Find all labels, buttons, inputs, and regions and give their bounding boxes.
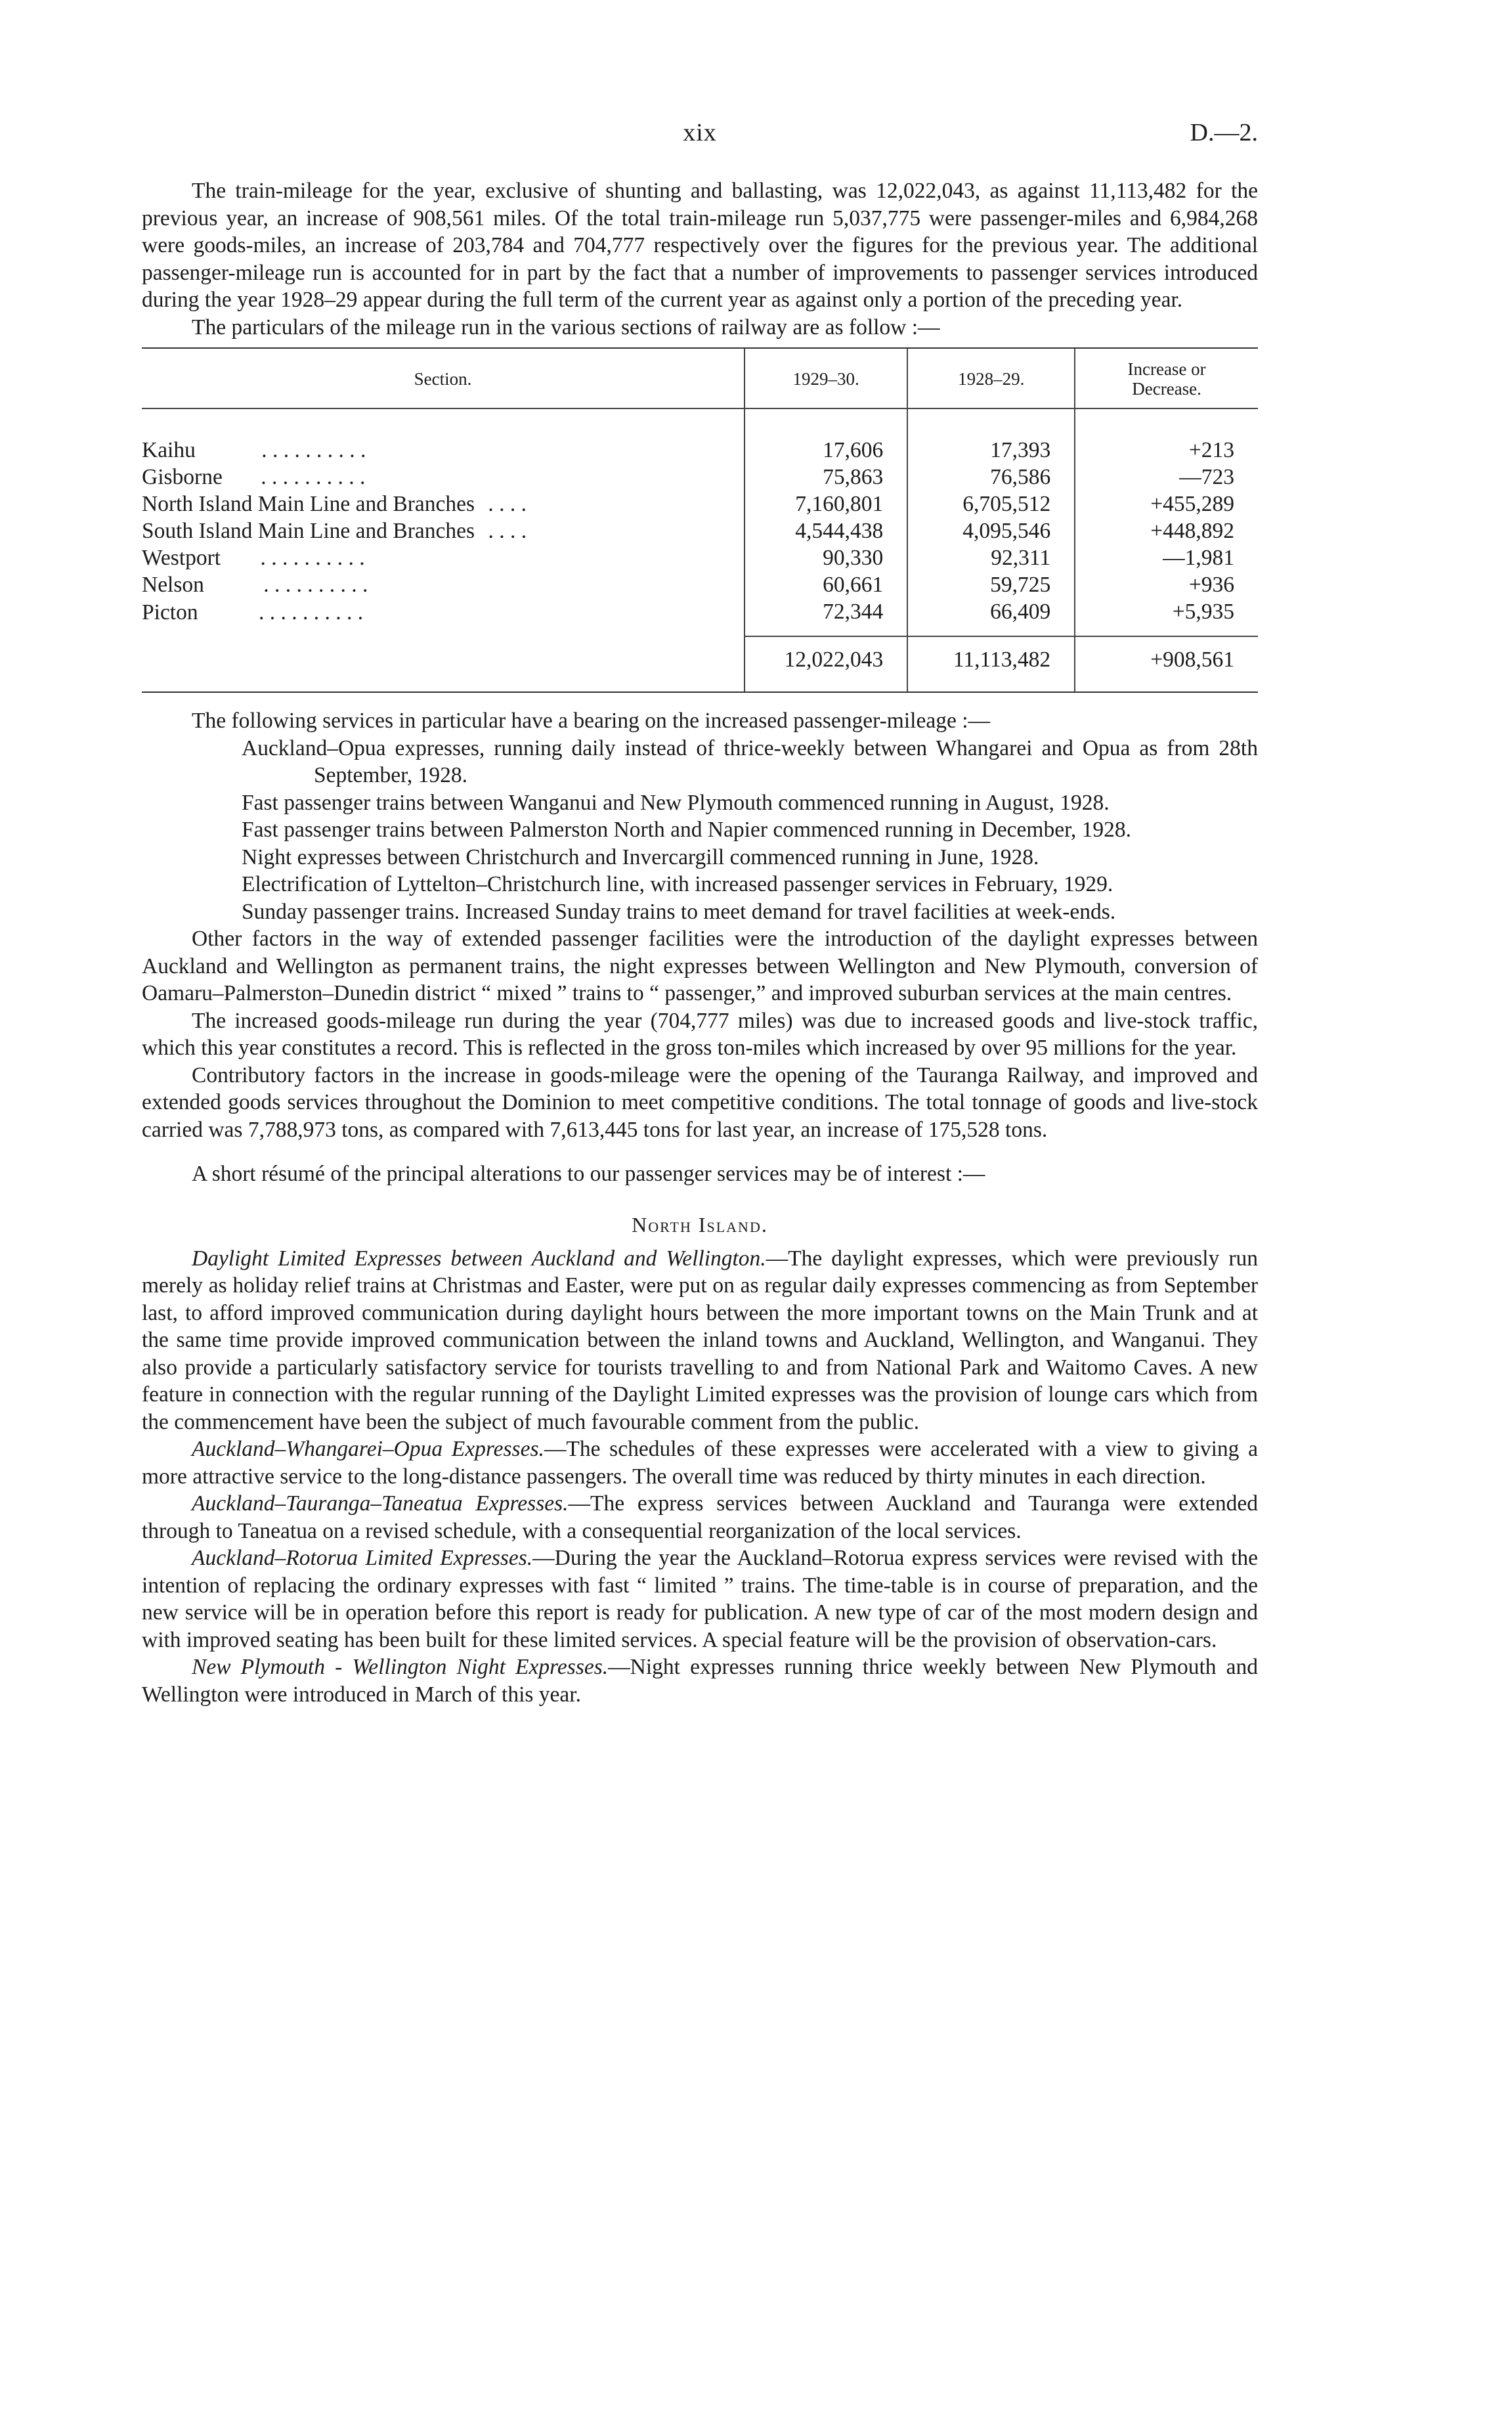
paragraph-new-plymouth-night xyxy=(142,1654,1258,1708)
row-section-name xyxy=(142,598,745,636)
paragraph-contributory-factors: Contributory factors in the increase in goods-mileage were the opening of the Tauranga Railway, and improved and extended goods services throughout the Dominion to meet competitive conditions. The total tonnage of goods and live-stock carried was 7,788,973 tons, as compared with 7,613,445 tons for last year, an increase of 175,528 tons. xyxy=(142,1063,1258,1142)
cell-change: —1,981 xyxy=(1075,544,1258,571)
cell-1929-30: 4,544,438 xyxy=(745,517,907,544)
mileage-table xyxy=(142,349,1258,691)
total-1929-30: 12,022,043 xyxy=(745,636,907,691)
paragraph-tauranga-taneatua xyxy=(142,1490,1258,1545)
paragraph-particulars-intro: The particulars of the mileage run in the various sections of railway are as follow :— xyxy=(192,315,940,340)
item-text: —The schedules of these expresses were accelerated with a view to giving a more attractive service to the long-distance passengers. The overall time was reduced by thirty minutes in each direction. xyxy=(142,1437,1258,1489)
cell-change: +936 xyxy=(1075,571,1258,598)
total-change: +908,561 xyxy=(1075,636,1258,691)
item-title: New Plymouth - Wellington Night Expresses. xyxy=(192,1655,609,1679)
paragraph-train-mileage: The train-mileage for the year, exclusive of shunting and ballasting, was 12,022,043, as against 11,113,482 for the previous year, an increase of 908,561 miles. Of the total train-mileage run 5,037,775 were passenger-miles and 6,984,268 were goods-miles, an increase of 203,784 and 704,777 respectively over the figures for the previous year. The additional passenger-mileage run is accounted for in part by the fact that a number of improvements to passenger services introduced during the year 1928–29 appear during the full term of the current year as against only a portion of the preceding year. xyxy=(142,179,1258,312)
table-row xyxy=(142,571,1258,598)
list-item: Night expresses between Christchurch and Invercargill commenced running in June, 1928. xyxy=(242,844,1039,869)
leader-dots: . . . . . . . . . . xyxy=(263,573,368,597)
row-section-name xyxy=(142,517,745,544)
section-name: Kaihu xyxy=(142,438,196,462)
section-heading-north-island: North Island. xyxy=(632,1212,768,1237)
leader-dots: . . . . . . . . . . xyxy=(260,546,365,570)
paragraph-goods-mileage: The increased goods-mileage run during the year (704,777 miles) was due to increased goods and live-stock traffic, which this year constitutes a record. This is reflected in the gross ton-miles which increased by over 95 millions for the year. xyxy=(142,1008,1258,1060)
table-row xyxy=(142,408,1258,464)
item-text: —During the year the Auckland–Rotorua express services were revised with the intention of replacing the ordinary expresses with fast “ limited ” trains. The time-table is in course of preparation, and the new service will be in operation before this report is ready for publication. A new type of car of the most modern design and with improved seating has been built for these limited services. A special feature will be the provision of observation-cars. xyxy=(142,1546,1258,1652)
section-name: North Island Main Line and Branches xyxy=(142,492,475,516)
table-row xyxy=(142,598,1258,636)
leader-dots: . . . . . . . . . . xyxy=(261,438,366,462)
item-text: —Night expresses running thrice weekly between New Plymouth and Wellington were introduced in March of this year. xyxy=(142,1655,1258,1707)
cell-1928-29: 76,586 xyxy=(907,464,1075,491)
paragraph-daylight-expresses xyxy=(142,1245,1258,1436)
table-row xyxy=(142,544,1258,571)
cell-1928-29: 66,409 xyxy=(907,598,1075,636)
table-total-row xyxy=(142,636,1258,691)
item-title: Auckland–Rotorua Limited Expresses. xyxy=(192,1546,533,1570)
cell-1929-30: 17,606 xyxy=(745,408,907,464)
item-title: Auckland–Whangarei–Opua Expresses. xyxy=(192,1437,544,1461)
leader-dots: . . . . xyxy=(488,492,527,516)
leader-dots: . . . . xyxy=(488,519,527,543)
item-title: Auckland–Tauranga–Taneatua Expresses. xyxy=(192,1491,569,1516)
item-text: —The express services between Auckland and Tauranga were extended through to Taneatua on a revised schedule, with a consequential reorganization of the local services. xyxy=(142,1491,1258,1543)
item-title: Daylight Limited Expresses between Auckland and Wellington. xyxy=(192,1246,766,1271)
document-code: D.—2. xyxy=(1190,119,1258,146)
table-row xyxy=(142,491,1258,517)
cell-change: +5,935 xyxy=(1075,598,1258,636)
section-name: Westport xyxy=(142,546,221,570)
paragraph-services-intro: The following services in particular have a bearing on the increased passenger-mileage :— xyxy=(192,709,991,733)
change-header-line2: Decrease. xyxy=(1132,379,1201,399)
list-item: Sunday passenger trains. Increased Sunday trains to meet demand for travel facilities at week-ends. xyxy=(242,899,1116,924)
section-name: Picton xyxy=(142,600,198,625)
row-section-name xyxy=(142,464,745,491)
page-number: xix xyxy=(683,119,717,146)
services-list xyxy=(242,735,1258,926)
cell-change: +448,892 xyxy=(1075,517,1258,544)
cell-1928-29: 59,725 xyxy=(907,571,1075,598)
row-section-name xyxy=(142,571,745,598)
column-header-1928-29: 1928–29. xyxy=(907,349,1075,408)
paragraph-whangarei-opua xyxy=(142,1436,1258,1490)
table-row xyxy=(142,517,1258,544)
list-item: Fast passenger trains between Wanganui and New Plymouth commenced running in August, 1928. xyxy=(242,790,1110,815)
total-label-cell xyxy=(142,636,745,691)
list-item: Auckland–Opua expresses, running daily instead of thrice-weekly between Whangarei and Opua as from 28th September, 1928. xyxy=(242,735,1258,787)
table-row xyxy=(142,464,1258,491)
section-name: Gisborne xyxy=(142,465,223,489)
row-section-name xyxy=(142,491,745,517)
leader-dots: . . . . . . . . . . xyxy=(261,465,366,489)
list-item: Electrification of Lyttelton–Christchurch line, with increased passenger services in February, 1929. xyxy=(242,872,1113,896)
cell-1929-30: 72,344 xyxy=(745,598,907,636)
item-text: —The daylight expresses, which were previously run merely as holiday relief trains at Christmas and Easter, were put on as regular daily expresses commencing as from September last, to afford improved communication during daylight hours between the more important towns on the Main Trunk and at the same time provide improved communication between the inland towns and Auckland, Wellington, and Wanganui. They also provide a particularly satisfactory service for tourists travelling to and from National Park and Waitomo Caves. A new feature in connection with the regular running of the Daylight Limited expresses was the provision of lounge cars which from the commencement have been the subject of much favourable comment from the public. xyxy=(142,1246,1258,1434)
column-header-1929-30: 1929–30. xyxy=(745,349,907,408)
row-section-name xyxy=(142,408,745,464)
table-header-row xyxy=(142,349,1258,408)
list-item: Fast passenger trains between Palmerston North and Napier commenced running in December, 1928. xyxy=(242,818,1132,842)
cell-1929-30: 75,863 xyxy=(745,464,907,491)
paragraph-resume-intro: A short résumé of the principal alterations to our passenger services may be of interest :— xyxy=(192,1162,985,1186)
cell-1929-30: 7,160,801 xyxy=(745,491,907,517)
column-header-change xyxy=(1075,349,1258,408)
cell-1928-29: 17,393 xyxy=(907,408,1075,464)
leader-dots: . . . . . . . . . . xyxy=(259,600,364,625)
row-section-name xyxy=(142,544,745,571)
cell-change: +455,289 xyxy=(1075,491,1258,517)
cell-change: +213 xyxy=(1075,408,1258,464)
section-name: Nelson xyxy=(142,573,204,597)
paragraph-rotorua-limited xyxy=(142,1545,1258,1654)
cell-change: —723 xyxy=(1075,464,1258,491)
cell-1928-29: 4,095,546 xyxy=(907,517,1075,544)
cell-1928-29: 6,705,512 xyxy=(907,491,1075,517)
document-page xyxy=(142,118,1258,1708)
paragraph-other-factors: Other factors in the way of extended passenger facilities were the introduction of the daylight expresses between Auckland and Wellington as permanent trains, the night expresses between Wellington and New Plymouth, conversion of Oamaru–Palmerston–Dunedin district “ mixed ” trains to “ passenger,” and improved suburban services at the main centres. xyxy=(142,927,1258,1005)
cell-1929-30: 90,330 xyxy=(745,544,907,571)
column-header-section: Section. xyxy=(142,349,745,408)
total-1928-29: 11,113,482 xyxy=(907,636,1075,691)
cell-1929-30: 60,661 xyxy=(745,571,907,598)
cell-1928-29: 92,311 xyxy=(907,544,1075,571)
section-name: South Island Main Line and Branches xyxy=(142,519,475,543)
change-header-line1: Increase or xyxy=(1127,359,1206,379)
mileage-table-container xyxy=(142,347,1258,693)
page-header xyxy=(142,118,1258,177)
